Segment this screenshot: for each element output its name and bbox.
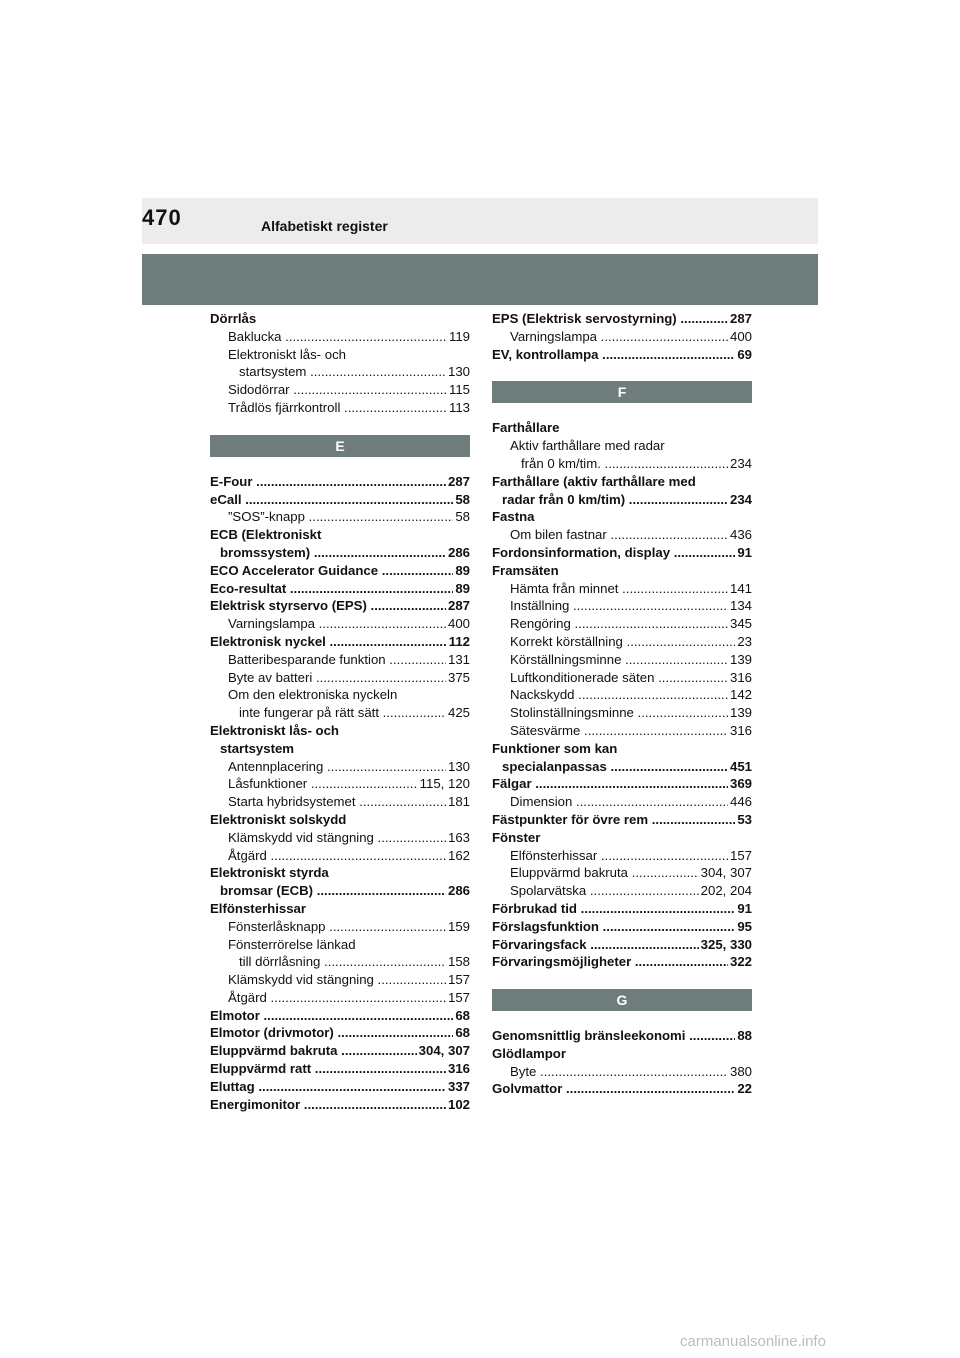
- entry-term: Förvaringsmöjligheter .....: [492, 953, 728, 971]
- header-bar: [142, 198, 818, 244]
- entry-term: Fälgar .....: [492, 775, 728, 793]
- entry-term: ”SOS”-knapp .....: [228, 508, 453, 526]
- index-entry: [492, 455, 752, 473]
- entry-term: bromssystem) .....: [220, 544, 446, 562]
- index-entry: [210, 829, 470, 847]
- entry-term: Stolinställningsminne .....: [510, 704, 728, 722]
- index-entry: [210, 669, 470, 687]
- entry-page: 22: [737, 1081, 752, 1097]
- index-entry: [210, 491, 470, 509]
- index-entry: [492, 758, 752, 776]
- entry-term: Eluppvärmd bakruta .....: [210, 1042, 417, 1060]
- entry-term: Farthållare: [492, 420, 560, 436]
- entry-term: Antennplacering .....: [228, 758, 446, 776]
- letter-divider: E: [210, 435, 470, 457]
- index-entry: [492, 526, 752, 544]
- entry-term: ECO Accelerator Guidance .....: [210, 562, 453, 580]
- index-entry: [492, 918, 752, 936]
- entry-page: 436: [729, 527, 752, 543]
- entry-term: Rengöring .....: [510, 615, 728, 633]
- index-entry: [492, 1080, 752, 1098]
- entry-page: 68: [455, 1025, 470, 1041]
- entry-term: Elektroniskt lås- och: [210, 722, 339, 738]
- index-entry: [492, 419, 752, 437]
- index-entry: [492, 953, 752, 971]
- entry-page: 322: [729, 954, 752, 970]
- entry-term: Nackskydd .....: [510, 686, 728, 704]
- entry-page: 304, 307: [418, 1043, 470, 1059]
- entry-term: Trådlös fjärrkontroll .....: [228, 399, 447, 417]
- entry-page: 316: [447, 1061, 470, 1077]
- entry-term: Eluttag .....: [210, 1078, 446, 1096]
- entry-page: 380: [729, 1063, 752, 1079]
- index-entry: [492, 722, 752, 740]
- entry-page: 157: [447, 989, 470, 1005]
- entry-page: 23: [737, 633, 752, 649]
- letter-divider: G: [492, 989, 752, 1011]
- entry-term: Korrekt körställning .....: [510, 633, 735, 651]
- entry-page: 234: [729, 455, 752, 471]
- entry-term: EPS (Elektrisk servostyrning) .....: [492, 310, 728, 328]
- index-entry: [210, 508, 470, 526]
- entry-term: Åtgärd .....: [228, 989, 446, 1007]
- entry-term: Om den elektroniska nyckeln: [228, 687, 398, 703]
- entry-term: Körställningsminne .....: [510, 651, 728, 669]
- entry-page: 119: [448, 328, 470, 344]
- index-entry: [492, 882, 752, 900]
- index-entry: [492, 597, 752, 615]
- index-column-right: [492, 310, 752, 1098]
- index-entry: [210, 900, 470, 918]
- entry-term: Farthållare (aktiv farthållare med: [492, 473, 696, 489]
- entry-term: Elmotor (drivmotor) .....: [210, 1024, 453, 1042]
- entry-page: 400: [447, 616, 470, 632]
- index-entry: [492, 580, 752, 598]
- letter-divider: F: [492, 381, 752, 403]
- entry-term: specialanpassas .....: [502, 758, 728, 776]
- entry-term: Elektroniskt lås- och: [228, 346, 346, 362]
- index-entry: [492, 508, 752, 526]
- entry-page: 95: [737, 918, 752, 934]
- index-entry: [492, 346, 752, 364]
- index-entry: [210, 399, 470, 417]
- index-entry: [492, 775, 752, 793]
- entry-page: 89: [455, 580, 470, 596]
- entry-page: 139: [729, 705, 752, 721]
- entry-term: EV, kontrollampa .....: [492, 346, 735, 364]
- entry-term: Sidodörrar .....: [228, 381, 447, 399]
- entry-term: Hämta från minnet .....: [510, 580, 728, 598]
- index-entry: [492, 615, 752, 633]
- entry-page: 158: [447, 954, 470, 970]
- entry-page: 345: [729, 616, 752, 632]
- entry-term: från 0 km/tim. .....: [521, 455, 728, 473]
- index-entry: [210, 1078, 470, 1096]
- index-entry: [492, 651, 752, 669]
- entry-page: 58: [455, 509, 470, 525]
- entry-page: 115: [448, 382, 470, 398]
- entry-term: Elfönsterhissar: [210, 900, 307, 916]
- entry-term: Byte .....: [510, 1063, 728, 1081]
- entry-term: Baklucka .....: [228, 328, 447, 346]
- entry-page: 112: [448, 633, 470, 649]
- entry-term: Om bilen fastnar .....: [510, 526, 728, 544]
- index-entry: [210, 381, 470, 399]
- index-entry: [210, 473, 470, 491]
- index-entry: [492, 1045, 752, 1063]
- index-entry: [210, 847, 470, 865]
- index-entry: [492, 686, 752, 704]
- entry-term: Starta hybridsystemet .....: [228, 793, 446, 811]
- entry-page: 304, 307: [700, 865, 752, 881]
- entry-page: 325, 330: [700, 936, 752, 952]
- entry-page: 157: [729, 847, 752, 863]
- entry-page: 163: [447, 829, 470, 845]
- index-entry: [492, 328, 752, 346]
- entry-page: 58: [455, 491, 470, 507]
- entry-page: 53: [737, 811, 752, 827]
- entry-term: startsystem: [220, 740, 295, 756]
- entry-term: Elektronisk nyckel .....: [210, 633, 447, 651]
- entry-page: 89: [455, 562, 470, 578]
- index-entry: [210, 310, 470, 328]
- entry-page: 181: [447, 794, 470, 810]
- entry-term: Förslagsfunktion .....: [492, 918, 735, 936]
- entry-term: ECB (Elektroniskt: [210, 527, 322, 543]
- index-entry: [210, 562, 470, 580]
- entry-page: 134: [729, 598, 752, 614]
- index-entry: [210, 989, 470, 1007]
- entry-page: 287: [447, 473, 470, 489]
- entry-term: radar från 0 km/tim) .....: [502, 491, 728, 509]
- entry-page: 159: [447, 918, 470, 934]
- entry-term: Fordonsinformation, display .....: [492, 544, 735, 562]
- index-entry: [210, 793, 470, 811]
- entry-term: Eco-resultat .....: [210, 580, 453, 598]
- index-entry: [210, 740, 470, 758]
- entry-page: 115, 120: [419, 776, 470, 792]
- index-entry: [210, 1042, 470, 1060]
- index-entry: [210, 363, 470, 381]
- entry-term: Fästpunkter för övre rem .....: [492, 811, 735, 829]
- header-band: [142, 254, 818, 305]
- entry-page: 91: [737, 544, 752, 560]
- index-entry: [210, 811, 470, 829]
- index-entry: [210, 1024, 470, 1042]
- entry-page: 234: [729, 491, 752, 507]
- entry-term: eCall .....: [210, 491, 453, 509]
- index-entry: [492, 847, 752, 865]
- entry-page: 287: [447, 598, 470, 614]
- entry-term: Elmotor .....: [210, 1007, 453, 1025]
- index-entry: [210, 686, 470, 704]
- index-entry: [492, 829, 752, 847]
- entry-term: Fönsterrörelse länkad: [228, 936, 356, 952]
- entry-page: 113: [448, 399, 470, 415]
- index-entry: [492, 1063, 752, 1081]
- index-column-left: [210, 310, 470, 1113]
- entry-term: Genomsnittlig bränsleekonomi .....: [492, 1027, 735, 1045]
- entry-term: Byte av batteri .....: [228, 669, 446, 687]
- index-entry: [210, 651, 470, 669]
- index-entry: [210, 615, 470, 633]
- index-entry: [210, 758, 470, 776]
- index-entry: [210, 775, 470, 793]
- index-entry: [210, 882, 470, 900]
- section-title: Alfabetiskt register: [261, 218, 388, 234]
- index-entry: [492, 437, 752, 455]
- entry-term: Elektrisk styrservo (EPS) .....: [210, 597, 446, 615]
- entry-term: Förbrukad tid .....: [492, 900, 735, 918]
- entry-page: 141: [729, 580, 752, 596]
- entry-page: 375: [447, 669, 470, 685]
- page-number: 470: [142, 205, 182, 230]
- entry-page: 102: [447, 1096, 470, 1112]
- index-entry: [492, 544, 752, 562]
- index-entry: [210, 328, 470, 346]
- entry-term: Elektroniskt solskydd: [210, 811, 347, 827]
- index-entry: [492, 310, 752, 328]
- index-entry: [210, 864, 470, 882]
- index-entry: [210, 1007, 470, 1025]
- entry-term: Fönster: [492, 829, 541, 845]
- entry-page: 88: [737, 1028, 752, 1044]
- index-entry: [210, 936, 470, 954]
- entry-page: 337: [447, 1078, 470, 1094]
- index-entry: [492, 704, 752, 722]
- index-entry: [210, 526, 470, 544]
- entry-term: Golvmattor .....: [492, 1080, 735, 1098]
- index-entry: [492, 864, 752, 882]
- index-entry: [492, 491, 752, 509]
- entry-term: Varningslampa .....: [228, 615, 446, 633]
- entry-term: Fastna: [492, 509, 535, 525]
- index-entry: [210, 1060, 470, 1078]
- entry-term: Klämskydd vid stängning .....: [228, 829, 446, 847]
- index-entry: [210, 346, 470, 364]
- entry-page: 451: [729, 758, 752, 774]
- entry-term: Låsfunktioner .....: [228, 775, 418, 793]
- index-entry: [210, 918, 470, 936]
- entry-page: 286: [447, 883, 470, 899]
- index-entry: [492, 811, 752, 829]
- entry-term: inte fungerar på rätt sätt .....: [239, 704, 446, 722]
- entry-page: 139: [729, 651, 752, 667]
- index-entry: [210, 597, 470, 615]
- entry-page: 130: [447, 364, 470, 380]
- entry-term: Elfönsterhissar .....: [510, 847, 728, 865]
- entry-term: Eluppvärmd ratt .....: [210, 1060, 446, 1078]
- index-entry: [210, 971, 470, 989]
- entry-term: Varningslampa .....: [510, 328, 728, 346]
- entry-term: E-Four .....: [210, 473, 446, 491]
- entry-term: Åtgärd .....: [228, 847, 446, 865]
- index-entry: [210, 704, 470, 722]
- entry-term: Batteribesparande funktion .....: [228, 651, 446, 669]
- entry-term: Inställning .....: [510, 597, 728, 615]
- entry-page: 69: [737, 346, 752, 362]
- entry-term: Dörrlås: [210, 311, 257, 326]
- entry-page: 425: [447, 705, 470, 721]
- entry-term: startsystem .....: [239, 363, 446, 381]
- index-entry: [492, 669, 752, 687]
- entry-term: Dimension .....: [510, 793, 728, 811]
- entry-page: 130: [447, 758, 470, 774]
- index-entry: [210, 580, 470, 598]
- entry-page: 162: [447, 847, 470, 863]
- index-entry: [210, 633, 470, 651]
- entry-term: Fönsterlåsknapp .....: [228, 918, 446, 936]
- entry-page: 131: [447, 651, 470, 667]
- entry-page: 400: [729, 328, 752, 344]
- entry-term: Elektroniskt styrda: [210, 865, 329, 881]
- entry-page: 316: [729, 722, 752, 738]
- entry-page: 286: [447, 544, 470, 560]
- index-entry: [492, 740, 752, 758]
- index-entry: [492, 936, 752, 954]
- entry-term: Energimonitor .....: [210, 1096, 446, 1114]
- index-entry: [492, 1027, 752, 1045]
- entry-page: 369: [729, 776, 752, 792]
- index-entry: [492, 473, 752, 491]
- index-entry: [210, 544, 470, 562]
- entry-term: till dörrlåsning .....: [239, 953, 446, 971]
- index-entry: [492, 793, 752, 811]
- entry-term: Förvaringsfack .....: [492, 936, 699, 954]
- entry-term: Glödlampor: [492, 1045, 566, 1061]
- index-entry: [210, 953, 470, 971]
- entry-page: 142: [729, 687, 752, 703]
- entry-page: 446: [729, 794, 752, 810]
- entry-term: Luftkonditionerade säten .....: [510, 669, 728, 687]
- entry-term: bromsar (ECB) .....: [220, 882, 446, 900]
- entry-page: 287: [729, 311, 752, 326]
- entry-term: Eluppvärmd bakruta .....: [510, 864, 699, 882]
- index-entry: [210, 722, 470, 740]
- index-entry: [492, 633, 752, 651]
- entry-term: Spolarvätska .....: [510, 882, 699, 900]
- entry-page: 91: [737, 900, 752, 916]
- index-entry: [210, 1096, 470, 1114]
- entry-page: 202, 204: [700, 883, 752, 899]
- entry-term: Klämskydd vid stängning .....: [228, 971, 446, 989]
- index-entry: [492, 900, 752, 918]
- entry-page: 68: [455, 1007, 470, 1023]
- index-entry: [492, 562, 752, 580]
- entry-term: Funktioner som kan: [492, 740, 618, 756]
- entry-page: 316: [729, 669, 752, 685]
- entry-term: Aktiv farthållare med radar: [510, 438, 665, 454]
- entry-term: Sätesvärme .....: [510, 722, 728, 740]
- watermark-credit: carmanualsonline.info: [680, 1333, 826, 1350]
- entry-page: 157: [447, 972, 470, 988]
- entry-term: Framsäten: [492, 562, 559, 578]
